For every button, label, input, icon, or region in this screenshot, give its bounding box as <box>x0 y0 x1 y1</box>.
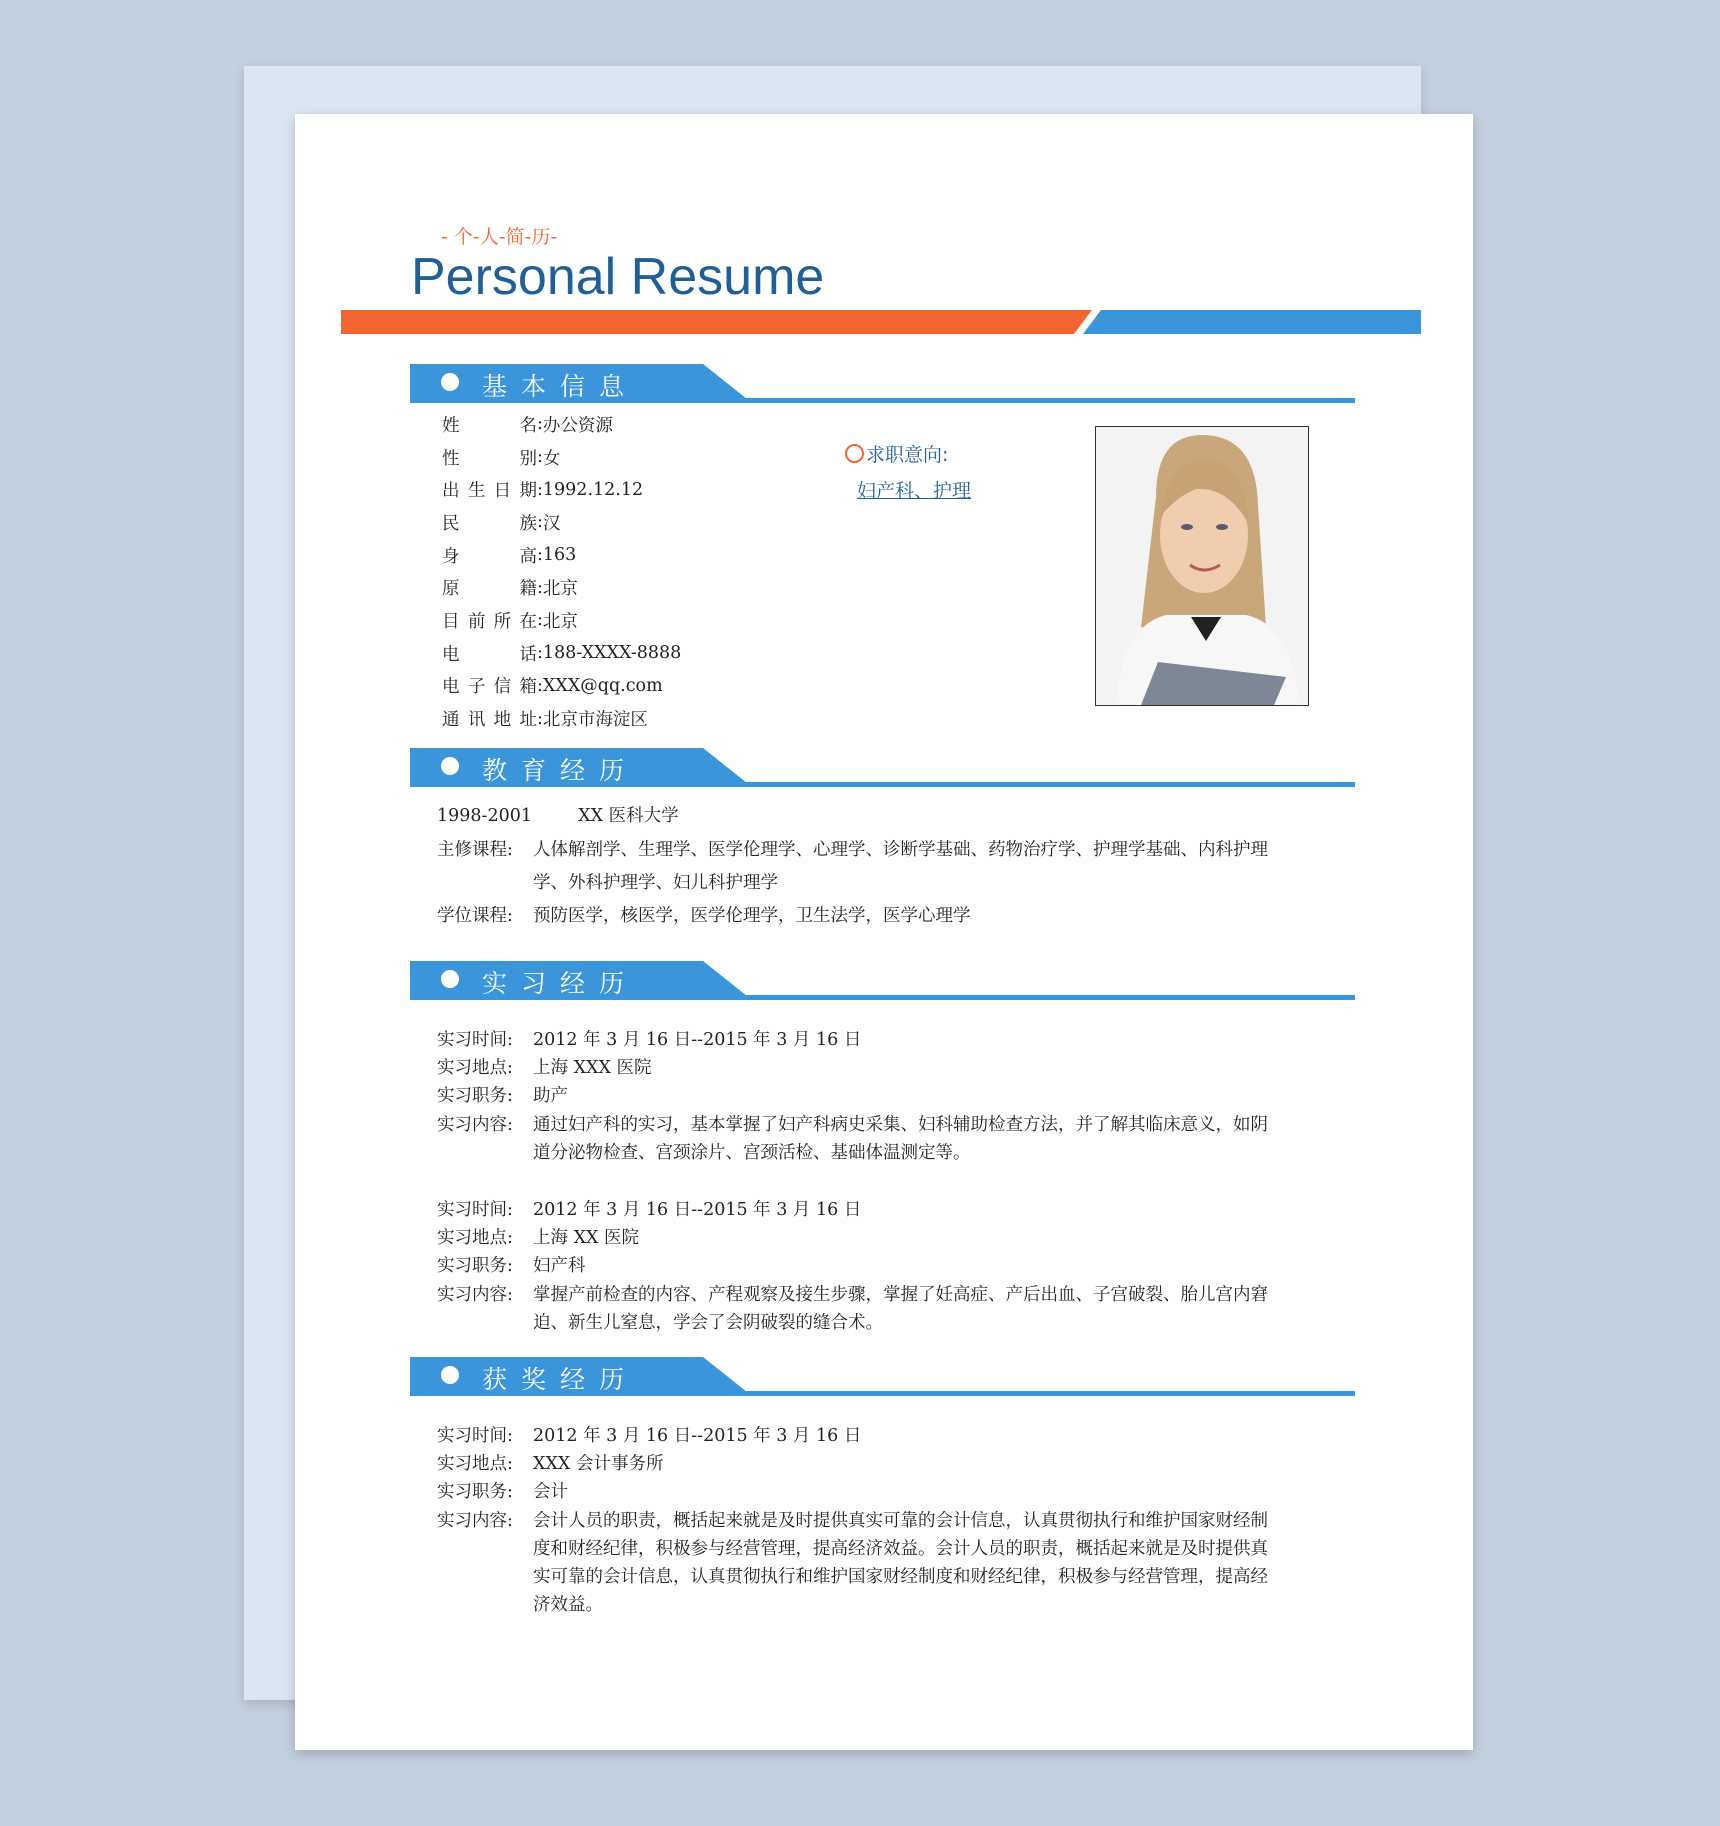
info-row: 原籍 : 北京 <box>442 571 681 604</box>
section-header-internship <box>410 961 1355 1005</box>
bullet-dot-icon <box>441 970 459 988</box>
job-intent-label: 求职意向: <box>845 440 948 467</box>
section-header-awards <box>410 1357 1355 1401</box>
bullet-dot-icon <box>441 373 459 391</box>
info-value: 办公资源 <box>542 415 613 436</box>
section-title-internship: 实习经历 <box>482 969 639 998</box>
info-row: 身高 : 163 <box>442 539 681 572</box>
info-value: 188-XXXX-8888 <box>542 643 682 664</box>
info-label: 电话 <box>442 644 537 665</box>
info-row: 通讯地址 : 北京市海淀区 <box>442 702 681 735</box>
education-years: 1998-2001 <box>437 806 532 826</box>
section-header-education <box>410 748 1355 792</box>
education-school: XX 医科大学 <box>578 806 679 826</box>
resume-subtitle: - 个-人-简-历- <box>441 226 558 248</box>
info-value: 北京 <box>542 611 578 632</box>
education-major: 主修课程: 人体解剖学、生理学、医学伦理学、心理学、诊断学基础、药物治疗学、护理学基础、内科护理学、外科护理学、妇儿科护理学 <box>437 840 1268 893</box>
section-title-education: 教育经历 <box>482 756 639 785</box>
info-label: 目前所在 <box>442 611 537 632</box>
education-years-school <box>437 800 679 833</box>
info-label: 性别 <box>442 448 537 469</box>
resume-title: Personal Resume <box>411 248 825 306</box>
header-divider <box>341 310 1421 334</box>
section-title-basic: 基本信息 <box>482 372 639 401</box>
basic-info-list <box>442 408 681 735</box>
info-value: 163 <box>542 545 577 566</box>
internship-entry-2: 实习时间: 2012 年 3 月 16 日--2015 年 3 月 16 日 实习地点: 上海 XX 医院 实习职务: 妇产科 实习内容: 掌握产前检查的内容、产程观察及接生步骤，掌握了妊高症、产后出血、子宫破裂、胎儿宫内窘迫、新生儿窒息，学会了会阴破裂的缝合术。 <box>437 1200 1268 1333</box>
info-label: 电子信箱 <box>442 677 537 698</box>
info-label: 民族 <box>442 513 537 534</box>
bullet-dot-icon <box>441 1366 459 1384</box>
info-label: 姓名 <box>442 415 537 436</box>
info-value: XXX@qq.com <box>542 675 663 696</box>
info-row: 出生日期 : 1992.12.12 <box>442 473 681 506</box>
info-row: 姓名 : 办公资源 <box>442 408 681 441</box>
section-header-basic <box>410 364 1355 408</box>
info-row: 电子信箱 : XXX@qq.com <box>442 670 681 703</box>
info-value: 北京 <box>542 579 578 600</box>
bullet-dot-icon <box>441 757 459 775</box>
internship-entry-1: 实习时间: 2012 年 3 月 16 日--2015 年 3 月 16 日 实习地点: 上海 XXX 医院 实习职务: 助产 实习内容: 通过妇产科的实习，基本掌握了妇产科病史采集、妇科辅助检查方法，并了解其临床意义，如阴道分泌物检查、宫颈涂片、宫颈活检、基础体温测定等。 <box>437 1030 1268 1163</box>
info-value: 北京市海淀区 <box>542 710 648 731</box>
info-value: 汉 <box>542 513 561 534</box>
education-courses <box>437 834 1277 933</box>
info-label: 身高 <box>442 546 537 567</box>
education-degree: 学位课程: 预防医学，核医学，医学伦理学，卫生法学，医学心理学 <box>437 906 971 926</box>
info-row: 性别 : 女 <box>442 441 681 474</box>
section-title-awards: 获奖经历 <box>482 1365 639 1394</box>
portrait-photo <box>1095 426 1309 706</box>
info-value: 女 <box>542 448 561 469</box>
info-row: 电话 : 188-XXXX-8888 <box>442 637 681 670</box>
info-label: 原籍 <box>442 579 537 600</box>
info-label: 出生日期 <box>442 481 537 502</box>
awards-entry: 实习时间: 2012 年 3 月 16 日--2015 年 3 月 16 日 实习地点: XXX 会计事务所 实习职务: 会计 实习内容: 会计人员的职责，概括起来就是及时提供真实可靠的会计信息，认真贯彻执行和维护国家财经制度和财经纪律，积极参与经营管理，提高经济效益。会计人员的职责，概括起来就是及时提供真实可靠的会计信息，认真贯彻执行和维护国家财经制度和财经纪律，积极参与经营管理，提高经济效益。 <box>437 1426 1268 1616</box>
info-value: 1992.12.12 <box>542 479 644 500</box>
resume-page <box>295 114 1473 1750</box>
info-label: 通讯地址 <box>442 710 537 731</box>
job-intent-value[interactable]: 妇产科、护理 <box>857 480 972 502</box>
info-row: 民族 : 汉 <box>442 506 681 539</box>
ring-bullet-icon <box>845 444 864 463</box>
info-row: 目前所在 : 北京 <box>442 604 681 637</box>
